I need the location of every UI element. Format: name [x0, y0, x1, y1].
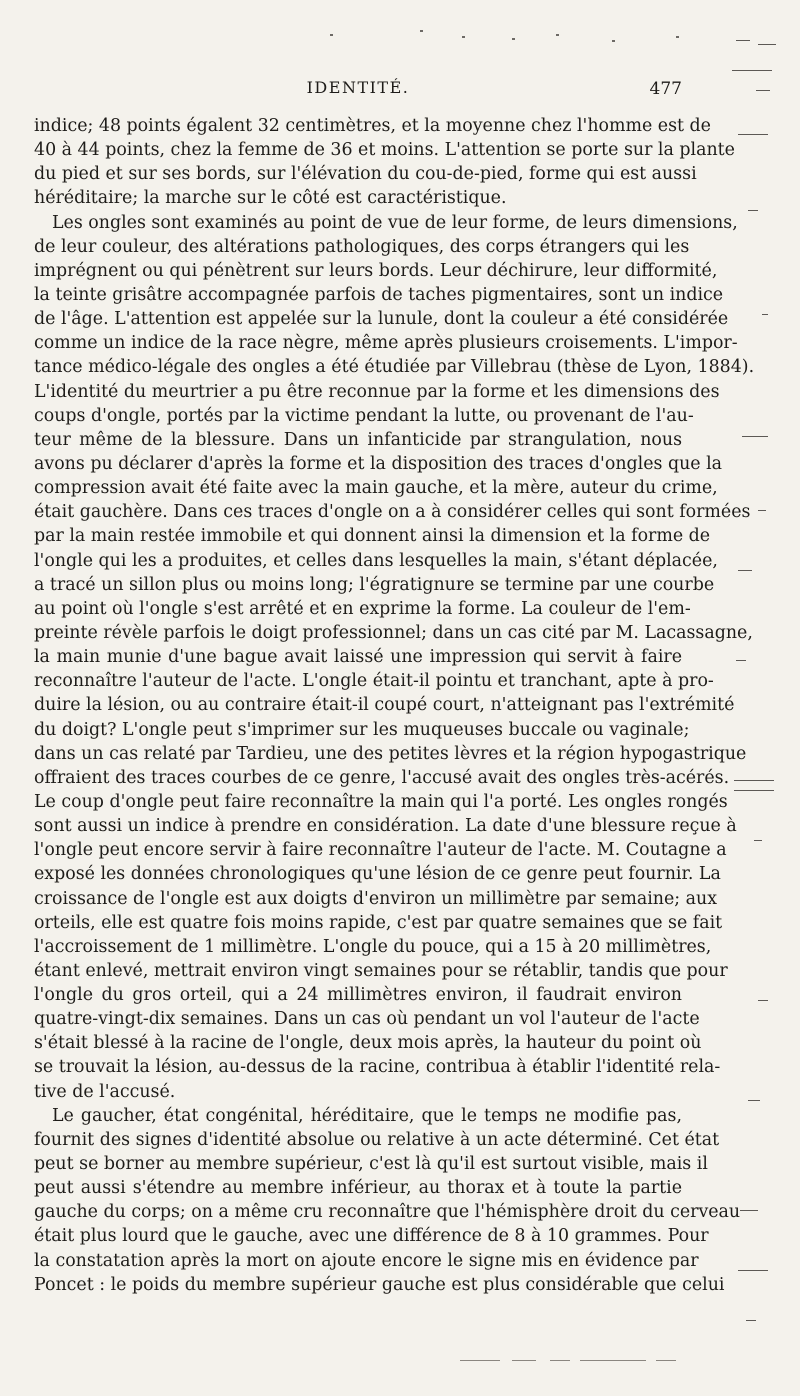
scan-margin-marks	[728, 0, 788, 1396]
text-line: peut se borner au membre supérieur, c'est là qu'il est surtout visible, mais il	[34, 1154, 708, 1175]
text-line: fournit des signes d'identité absolue ou relative à un acte déterminé. Cet état	[34, 1129, 720, 1150]
text-line: preinte révèle parfois le doigt professionnel; dans un cas cité par M. Lacassagne,	[34, 622, 753, 643]
text-line: Poncet : le poids du membre supérieur gauche est plus considérable que celui	[34, 1274, 725, 1295]
text-line: exposé les données chronologiques qu'une lésion de ce genre peut fournir. La	[34, 864, 721, 885]
text-line: 40 à 44 points, chez la femme de 36 et moins. L'attention se porte sur la plante	[34, 140, 735, 161]
text-line: coups d'ongle, portés par la victime pendant la lutte, ou provenant de l'au-	[34, 405, 694, 426]
text-line: du doigt? L'ongle peut s'imprimer sur les muqueuses buccale ou vaginale;	[34, 719, 690, 740]
text-line: s'était blessé à la racine de l'ongle, deux mois après, la hauteur du point où	[34, 1033, 702, 1054]
text-line: dans un cas relaté par Tardieu, une des petites lèvres et la région hypogastrique	[34, 743, 747, 764]
scan-noise-bottom	[460, 1360, 680, 1362]
text-line: se trouvait la lésion, au-dessus de la racine, contribua à établir l'identité rela-	[34, 1057, 721, 1078]
text-line: étant enlevé, mettrait environ vingt semaines pour se rétablir, tandis que pour	[34, 960, 728, 981]
text-line: duire la lésion, ou au contraire était-il coupé court, n'atteignant pas l'extrémité	[34, 695, 735, 716]
text-line: la constatation après la mort on ajoute encore le signe mis en évidence par	[34, 1250, 699, 1271]
running-title: IDENTITÉ.	[306, 78, 410, 97]
text-line: a tracé un sillon plus ou moins long; l'égratignure se termine par une courbe	[34, 574, 715, 595]
page-number: 477	[649, 79, 682, 99]
text-line: par la main restée immobile et qui donnent ainsi la dimension et la forme de	[34, 526, 711, 547]
text-line: était gauchère. Dans ces traces d'ongle on a à considérer celles qui sont formées	[34, 502, 751, 523]
text-line: orteils, elle est quatre fois moins rapide, c'est par quatre semaines que se fait	[34, 912, 723, 933]
text-line: l'ongle qui les a produites, et celles dans lesquelles la main, s'étant déplacée,	[34, 550, 718, 571]
text-line: du pied et sur ses bords, sur l'élévation du cou-de-pied, forme qui est aussi	[34, 164, 697, 185]
text-line: de leur couleur, des altérations pathologiques, des corps étrangers qui les	[34, 236, 690, 257]
text-line: reconnaître l'auteur de l'acte. L'ongle était-il pointu et tranchant, apte à pro-	[34, 671, 714, 692]
running-header	[34, 76, 682, 102]
text-line: quatre-vingt-dix semaines. Dans un cas où pendant un vol l'auteur de l'acte	[34, 1009, 700, 1030]
text-line: comme un indice de la race nègre, même après plusieurs croisements. L'impor-	[34, 333, 738, 354]
paragraph-start-gaucher: Le gaucher, état congénital, héréditaire, que le temps ne modifie pas,	[52, 1105, 682, 1126]
text-line: L'identité du meurtrier a pu être reconnue par la forme et les dimensions des	[34, 381, 720, 402]
text-line: l'accroissement de 1 millimètre. L'ongle du pouce, qui a 15 à 20 millimètres,	[34, 936, 712, 957]
paragraph-start-ongles: Les ongles sont examinés au point de vue de leur forme, de leurs dimensions,	[52, 212, 738, 233]
body-text	[34, 114, 755, 1297]
text-line: Le coup d'ongle peut faire reconnaître la main qui l'a porté. Les ongles rongés	[34, 791, 728, 812]
text-line: l'ongle peut encore servir à faire reconnaître l'auteur de l'acte. M. Coutagne a	[34, 840, 727, 861]
text-line: offraient des traces courbes de ce genre, l'accusé avait des ongles très-acérés.	[34, 767, 730, 788]
text-line: teur même de la blessure. Dans un infanticide par strangulation, nous	[34, 429, 682, 450]
text-line: compression avait été faite avec la main gauche, et la mère, auteur du crime,	[34, 478, 718, 499]
text-line: était plus lourd que le gauche, avec une différence de 8 à 10 grammes. Pour	[34, 1226, 709, 1247]
text-line: indice; 48 points égalent 32 centimètres, et la moyenne chez l'homme est de	[34, 116, 711, 136]
text-line: la main munie d'une bague avait laissé une impression qui servit à faire	[34, 647, 682, 668]
text-line: au point où l'ongle s'est arrêté et en exprime la forme. La couleur de l'em-	[34, 598, 691, 619]
text-line: croissance de l'ongle est aux doigts d'environ un millimètre par semaine; aux	[34, 888, 718, 909]
text-line: de l'âge. L'attention est appelée sur la lunule, dont la couleur a été considérée	[34, 309, 729, 330]
text-line: peut aussi s'étendre au membre inférieur, au thorax et à toute la partie	[34, 1178, 682, 1199]
text-line: tive de l'accusé.	[34, 1081, 176, 1102]
text-line: héréditaire; la marche sur le côté est caractéristique.	[34, 188, 507, 209]
text-line: gauche du corps; on a même cru reconnaître que l'hémisphère droit du cerveau	[34, 1202, 741, 1223]
text-line: l'ongle du gros orteil, qui a 24 millimètres environ, il faudrait environ	[34, 985, 682, 1006]
text-line: la teinte grisâtre accompagnée parfois de taches pigmentaires, sont un indice	[34, 284, 724, 305]
text-line: tance médico-légale des ongles a été étudiée par Villebrau (thèse de Lyon, 1884).	[34, 357, 755, 378]
text-line: sont aussi un indice à prendre en considération. La date d'une blessure reçue à	[34, 816, 737, 837]
text-line: avons pu déclarer d'après la forme et la disposition des traces d'ongles que la	[34, 453, 723, 474]
text-line: imprégnent ou qui pénètrent sur leurs bords. Leur déchirure, leur difformité,	[34, 260, 718, 281]
